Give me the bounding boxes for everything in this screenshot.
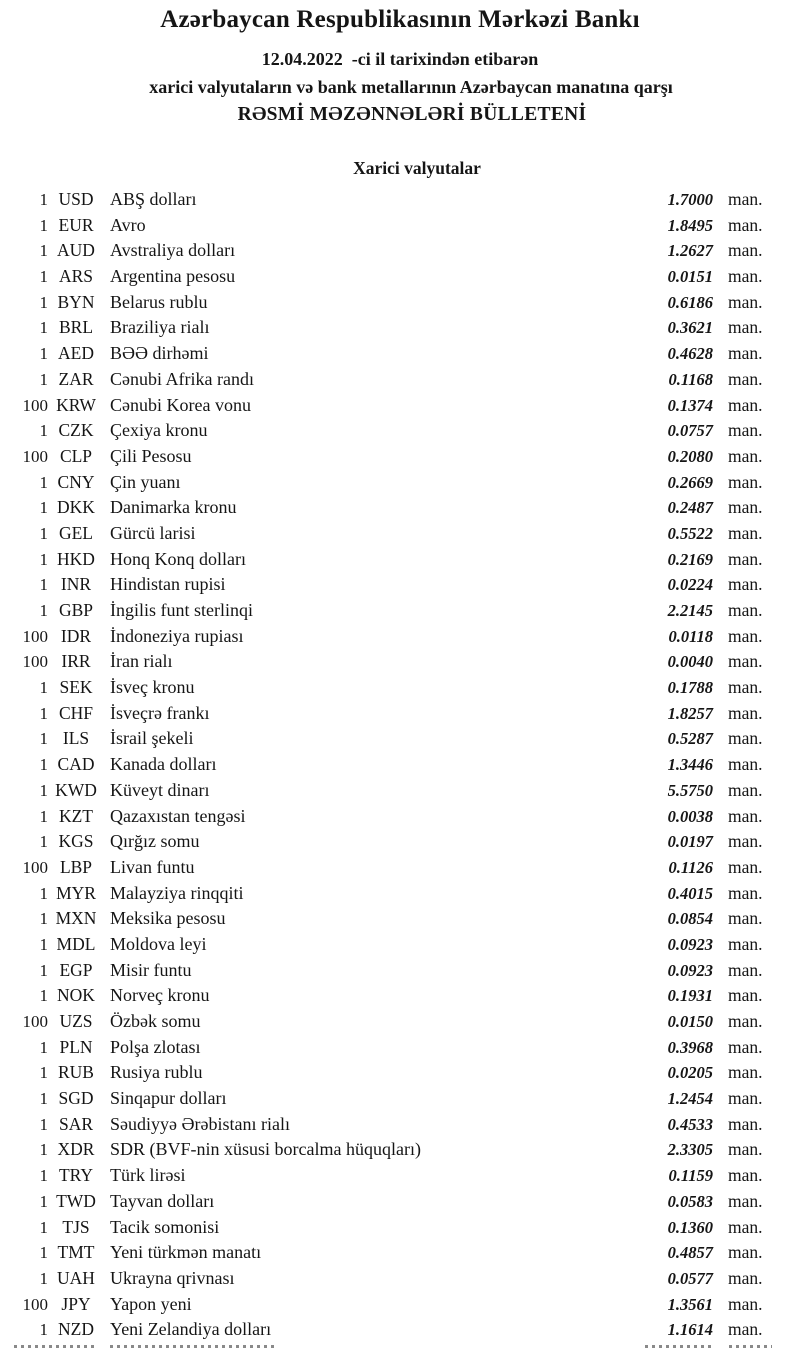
rate-row xyxy=(0,292,800,318)
currency-rate: 0.4628 xyxy=(667,344,713,364)
currency-quantity: 1 xyxy=(39,1114,48,1134)
currency-code: HKD xyxy=(57,548,95,569)
currency-name: İndoneziya rupiası xyxy=(110,625,244,646)
currency-name: Braziliya rialı xyxy=(110,317,210,338)
currency-code: EGP xyxy=(59,959,93,980)
currency-quantity: 1 xyxy=(39,601,48,620)
unit-label: man. xyxy=(728,1113,763,1134)
currency-rate: 1.8495 xyxy=(667,215,713,235)
currency-rate: 0.0577 xyxy=(667,1268,713,1288)
currency-code: GEL xyxy=(58,522,94,543)
currency-quantity: 1 xyxy=(39,806,48,826)
currency-quantity: 1 xyxy=(39,267,48,287)
currency-name: Argentina pesosu xyxy=(110,266,236,287)
currency-quantity: 1 xyxy=(39,241,48,261)
currency-rate: 0.0040 xyxy=(667,652,713,672)
unit-label: man. xyxy=(728,728,763,749)
unit-label: man. xyxy=(728,1088,763,1109)
bulletin-subtitle: xarici valyutaların və bank metallarının Azərbaycan manatına qarşı xyxy=(149,77,673,97)
currency-code: MXN xyxy=(55,908,97,929)
currency-name: Səudiyyə Ərəbistanı rialı xyxy=(110,1113,290,1134)
unit-label: man. xyxy=(728,600,763,620)
section-title-foreign-currencies: Xarici valyutalar xyxy=(353,158,481,178)
currency-quantity: 1 xyxy=(39,1320,48,1340)
currency-rate: 1.2627 xyxy=(667,241,713,261)
currency-name: Moldova leyi xyxy=(110,933,207,954)
currency-rate: 0.0854 xyxy=(667,909,713,929)
currency-rate: 0.1159 xyxy=(668,1166,713,1186)
currency-rate: 1.3561 xyxy=(667,1294,713,1314)
currency-rate: 0.4015 xyxy=(667,883,713,903)
currency-name: Cənubi Korea vonu xyxy=(110,394,251,415)
currency-rate: 0.1360 xyxy=(667,1217,713,1237)
unit-label: man. xyxy=(728,548,763,569)
currency-code: USD xyxy=(58,189,94,209)
unit-label: man. xyxy=(728,574,763,595)
currency-quantity: 100 xyxy=(22,395,48,415)
currency-code: KGS xyxy=(58,831,94,852)
rate-row xyxy=(0,369,800,395)
bulletin-title: RƏSMİ MƏZƏNNƏLƏRİ BÜLLETENİ xyxy=(237,104,587,125)
currency-rate: 0.2169 xyxy=(667,549,713,569)
currency-code: MDL xyxy=(56,933,96,954)
currency-rate: 0.0583 xyxy=(667,1191,713,1211)
currency-code: BRL xyxy=(58,317,94,338)
currency-name: İsveç kronu xyxy=(110,677,195,698)
currency-name: Gürcü larisi xyxy=(110,522,196,543)
unit-label: man. xyxy=(728,985,763,1006)
currency-code: GBP xyxy=(58,600,94,620)
currency-name: İngilis funt sterlinqi xyxy=(110,600,253,620)
currency-rate: 0.3621 xyxy=(667,318,713,338)
unit-label: man. xyxy=(728,214,763,235)
currency-code: PLN xyxy=(59,1036,93,1057)
unit-label: man. xyxy=(728,1319,763,1340)
currency-name: SDR (BVF-nin xüsusi borcalma hüquqları) xyxy=(110,1139,421,1160)
currency-name: İsveçrə frankı xyxy=(110,702,210,723)
currency-code: DKK xyxy=(57,497,95,518)
currency-rate: 0.2669 xyxy=(667,472,713,492)
currency-quantity: 1 xyxy=(39,1037,48,1057)
currency-quantity: 1 xyxy=(39,498,48,518)
unit-label: man. xyxy=(728,420,763,441)
rate-row xyxy=(0,934,800,960)
currency-name: Özbək somu xyxy=(110,1011,201,1031)
currency-quantity: 1 xyxy=(39,369,48,389)
unit-label: man. xyxy=(728,368,763,389)
currency-name: Honq Konq dolları xyxy=(110,548,246,569)
currency-code: NZD xyxy=(58,1319,94,1340)
currency-code: SEK xyxy=(59,677,93,698)
currency-code: KZT xyxy=(58,805,94,826)
unit-label: man. xyxy=(728,882,763,903)
currency-quantity: 100 xyxy=(22,857,48,877)
currency-name: Kanada dolları xyxy=(110,754,217,775)
currency-code: CNY xyxy=(57,471,95,492)
rate-row xyxy=(0,600,800,626)
currency-rate: 0.1168 xyxy=(668,369,713,389)
unit-label: man. xyxy=(728,754,763,775)
rate-row xyxy=(0,883,800,909)
currency-quantity: 1 xyxy=(39,575,48,595)
currency-rate: 2.3305 xyxy=(667,1140,713,1160)
unit-label: man. xyxy=(728,959,763,980)
currency-name: Cənubi Afrika randı xyxy=(110,368,254,389)
currency-rate: 0.6186 xyxy=(667,292,713,312)
rate-row xyxy=(0,240,800,266)
currency-rate: 0.0197 xyxy=(667,832,713,852)
currency-quantity: 1 xyxy=(39,832,48,852)
currency-quantity: 1 xyxy=(39,703,48,723)
currency-code: MYR xyxy=(56,882,96,903)
unit-label: man. xyxy=(728,933,763,954)
currency-rate: 0.0224 xyxy=(667,575,713,595)
currency-code: AED xyxy=(58,343,94,364)
currency-quantity: 1 xyxy=(39,523,48,543)
currency-code: BYN xyxy=(57,291,95,312)
currency-name: Misir funtu xyxy=(110,959,192,980)
currency-name: Meksika pesosu xyxy=(110,908,226,929)
rate-row xyxy=(0,780,800,806)
currency-rate: 0.0150 xyxy=(667,1012,713,1031)
currency-rate: 0.1374 xyxy=(667,395,713,415)
currency-name: Yapon yeni xyxy=(110,1293,192,1314)
currency-rate: 0.0923 xyxy=(667,934,713,954)
currency-rate: 0.2080 xyxy=(667,446,713,466)
currency-name: Türk lirəsi xyxy=(110,1165,186,1186)
currency-code: CHF xyxy=(58,702,94,723)
currency-quantity: 1 xyxy=(39,215,48,235)
currency-code: KRW xyxy=(56,394,96,415)
unit-label: man. xyxy=(728,1165,763,1186)
unit-label: man. xyxy=(728,1242,763,1263)
currency-name: Yeni Zelandiya dolları xyxy=(110,1319,272,1340)
rate-row xyxy=(0,1294,800,1320)
currency-code: IRR xyxy=(61,651,91,672)
currency-quantity: 1 xyxy=(39,318,48,338)
rate-row xyxy=(0,626,800,652)
rate-row xyxy=(0,420,800,446)
currency-code: JPY xyxy=(61,1293,91,1314)
rate-row xyxy=(0,1011,800,1037)
currency-quantity: 1 xyxy=(39,1268,48,1288)
currency-rate: 2.2145 xyxy=(667,601,713,620)
rate-row xyxy=(0,343,800,369)
currency-code: UZS xyxy=(59,1011,93,1031)
unit-label: man. xyxy=(728,1267,763,1288)
currency-name: Tayvan dolları xyxy=(110,1190,215,1211)
currency-code: TRY xyxy=(58,1165,94,1186)
unit-label: man. xyxy=(728,266,763,287)
currency-code: TJS xyxy=(62,1216,90,1237)
currency-quantity: 1 xyxy=(39,1063,48,1083)
currency-name: Çili Pesosu xyxy=(110,445,192,466)
currency-rate: 0.5287 xyxy=(667,729,713,749)
currency-rate: 0.0757 xyxy=(667,421,713,441)
rate-row xyxy=(0,574,800,600)
unit-label: man. xyxy=(728,317,763,338)
currency-rate: 0.1126 xyxy=(668,857,713,877)
currency-name: Sinqapur dolları xyxy=(110,1088,227,1109)
currency-code: SGD xyxy=(58,1088,94,1109)
currency-quantity: 100 xyxy=(22,652,48,672)
currency-code: ARS xyxy=(58,266,94,287)
rate-row xyxy=(0,317,800,343)
currency-name: Norveç kronu xyxy=(110,985,210,1006)
rate-row xyxy=(0,985,800,1011)
currency-rate: 0.3968 xyxy=(667,1037,713,1057)
currency-code: NOK xyxy=(57,985,95,1006)
unit-label: man. xyxy=(728,291,763,312)
currency-name: Ukrayna qrivnası xyxy=(110,1267,235,1288)
currency-rate: 1.8257 xyxy=(667,703,713,723)
bank-name-title: Azərbaycan Respublikasının Mərkəzi Bankı xyxy=(160,6,640,33)
rate-row xyxy=(0,728,800,754)
rate-row xyxy=(0,395,800,421)
rate-row xyxy=(0,1319,800,1345)
effective-date-line: 12.04.2022 -ci il tarixindən etibarən xyxy=(261,49,539,69)
currency-name: İsrail şekeli xyxy=(110,728,194,749)
currency-quantity: 1 xyxy=(39,472,48,492)
currency-name: Çin yuanı xyxy=(110,471,181,492)
currency-quantity: 1 xyxy=(39,344,48,364)
unit-label: man. xyxy=(728,779,763,800)
unit-label: man. xyxy=(728,805,763,826)
currency-quantity: 1 xyxy=(39,1191,48,1211)
currency-code: IDR xyxy=(60,625,92,646)
currency-code: ZAR xyxy=(58,368,94,389)
unit-label: man. xyxy=(728,1139,763,1160)
currency-quantity: 1 xyxy=(39,549,48,569)
unit-label: man. xyxy=(728,497,763,518)
currency-quantity: 1 xyxy=(39,986,48,1006)
rate-row xyxy=(0,1139,800,1165)
rate-row xyxy=(0,497,800,523)
currency-quantity: 1 xyxy=(39,1243,48,1263)
exchange-rates-table xyxy=(0,189,800,1345)
currency-quantity: 1 xyxy=(39,883,48,903)
currency-name: Küveyt dinarı xyxy=(110,779,210,800)
currency-quantity: 1 xyxy=(39,755,48,775)
unit-label: man. xyxy=(728,677,763,698)
currency-name: Avstraliya dolları xyxy=(110,240,236,261)
currency-name: Yeni türkmən manatı xyxy=(110,1242,262,1263)
currency-quantity: 1 xyxy=(39,190,48,209)
currency-code: TWD xyxy=(56,1190,96,1211)
currency-code: UAH xyxy=(57,1267,95,1288)
currency-name: Livan funtu xyxy=(110,856,195,877)
currency-quantity: 1 xyxy=(39,1140,48,1160)
rate-row xyxy=(0,549,800,575)
currency-rate: 0.4533 xyxy=(667,1114,713,1134)
currency-rate: 0.1788 xyxy=(667,678,713,698)
currency-rate: 0.0205 xyxy=(667,1063,713,1083)
unit-label: man. xyxy=(728,831,763,852)
unit-label: man. xyxy=(728,1011,763,1031)
rate-row xyxy=(0,831,800,857)
currency-code: RUB xyxy=(58,1062,94,1083)
unit-label: man. xyxy=(728,908,763,929)
rate-row xyxy=(0,806,800,832)
unit-label: man. xyxy=(728,651,763,672)
currency-rate: 0.0038 xyxy=(667,806,713,826)
currency-name: Qırğız somu xyxy=(110,831,200,852)
rate-row xyxy=(0,754,800,780)
currency-rate: 0.1931 xyxy=(667,986,713,1006)
currency-name: ABŞ dolları xyxy=(110,189,197,209)
unit-label: man. xyxy=(728,343,763,364)
currency-quantity: 1 xyxy=(39,421,48,441)
unit-label: man. xyxy=(728,394,763,415)
rate-row xyxy=(0,651,800,677)
currency-quantity: 1 xyxy=(39,729,48,749)
currency-code: KWD xyxy=(55,779,97,800)
rate-row xyxy=(0,1114,800,1140)
currency-code: SAR xyxy=(58,1113,94,1134)
currency-rate: 0.2487 xyxy=(667,498,713,518)
currency-name: Malayziya rinqqiti xyxy=(110,882,244,903)
currency-name: Polşa zlotası xyxy=(110,1036,201,1057)
unit-label: man. xyxy=(728,471,763,492)
rate-row xyxy=(0,472,800,498)
rate-row xyxy=(0,523,800,549)
unit-label: man. xyxy=(728,625,763,646)
rate-row xyxy=(0,1268,800,1294)
rate-row xyxy=(0,1191,800,1217)
currency-code: TMT xyxy=(57,1242,95,1263)
currency-rate: 5.5750 xyxy=(667,780,713,800)
currency-rate: 0.4857 xyxy=(667,1243,713,1263)
currency-code: EUR xyxy=(58,214,94,235)
rate-row xyxy=(0,189,800,215)
unit-label: man. xyxy=(728,189,763,209)
currency-rate: 1.1614 xyxy=(667,1320,713,1340)
unit-label: man. xyxy=(728,1293,763,1314)
currency-quantity: 1 xyxy=(39,678,48,698)
currency-quantity: 1 xyxy=(39,780,48,800)
currency-quantity: 100 xyxy=(22,626,48,646)
currency-name: İran rialı xyxy=(110,651,173,672)
rate-row xyxy=(0,1242,800,1268)
rate-row xyxy=(0,908,800,934)
unit-label: man. xyxy=(728,445,763,466)
currency-quantity: 100 xyxy=(22,446,48,466)
currency-rate: 1.3446 xyxy=(667,755,713,775)
currency-quantity: 1 xyxy=(39,909,48,929)
currency-rate: 0.5522 xyxy=(667,523,713,543)
currency-name: Tacik somonisi xyxy=(110,1216,220,1237)
currency-name: Belarus rublu xyxy=(110,291,208,312)
currency-quantity: 1 xyxy=(39,1217,48,1237)
currency-quantity: 100 xyxy=(22,1294,48,1314)
currency-quantity: 100 xyxy=(22,1012,48,1031)
currency-code: ILS xyxy=(62,728,90,749)
currency-rate: 1.2454 xyxy=(667,1089,713,1109)
unit-label: man. xyxy=(728,1036,763,1057)
rate-row xyxy=(0,1088,800,1114)
currency-quantity: 1 xyxy=(39,1166,48,1186)
currency-code: AUD xyxy=(57,240,95,261)
unit-label: man. xyxy=(728,1216,763,1237)
rate-row xyxy=(0,215,800,241)
currency-rate: 0.0923 xyxy=(667,960,713,980)
unit-label: man. xyxy=(728,1190,763,1211)
currency-quantity: 1 xyxy=(39,292,48,312)
currency-code: CLP xyxy=(59,445,93,466)
unit-label: man. xyxy=(728,702,763,723)
unit-label: man. xyxy=(728,240,763,261)
unit-label: man. xyxy=(728,856,763,877)
rate-row xyxy=(0,960,800,986)
rate-row xyxy=(0,1217,800,1243)
currency-rate: 0.0118 xyxy=(668,626,713,646)
currency-rate: 1.7000 xyxy=(667,190,713,209)
currency-code: INR xyxy=(60,574,92,595)
unit-label: man. xyxy=(728,522,763,543)
rate-row xyxy=(0,1062,800,1088)
rate-row xyxy=(0,266,800,292)
currency-name: Avro xyxy=(110,214,146,235)
currency-quantity: 1 xyxy=(39,1089,48,1109)
currency-name: Hindistan rupisi xyxy=(110,574,226,595)
currency-name: BƏƏ dirhəmi xyxy=(110,343,209,364)
rate-row xyxy=(0,703,800,729)
currency-code: XDR xyxy=(57,1139,95,1160)
unit-label: man. xyxy=(728,1062,763,1083)
rate-row xyxy=(0,1165,800,1191)
rate-row xyxy=(0,446,800,472)
currency-name: Rusiya rublu xyxy=(110,1062,203,1083)
currency-quantity: 1 xyxy=(39,934,48,954)
rate-row xyxy=(0,857,800,883)
currency-name: Qazaxıstan tengəsi xyxy=(110,805,246,826)
rate-row xyxy=(0,1037,800,1063)
currency-code: CAD xyxy=(57,754,95,775)
currency-code: LBP xyxy=(59,856,93,877)
currency-name: Çexiya kronu xyxy=(110,420,208,441)
cutoff-next-row-sliver xyxy=(0,1344,800,1348)
currency-rate: 0.0151 xyxy=(667,267,713,287)
currency-code: CZK xyxy=(58,420,94,441)
currency-name: Danimarka kronu xyxy=(110,497,237,518)
rate-row xyxy=(0,677,800,703)
currency-quantity: 1 xyxy=(39,960,48,980)
